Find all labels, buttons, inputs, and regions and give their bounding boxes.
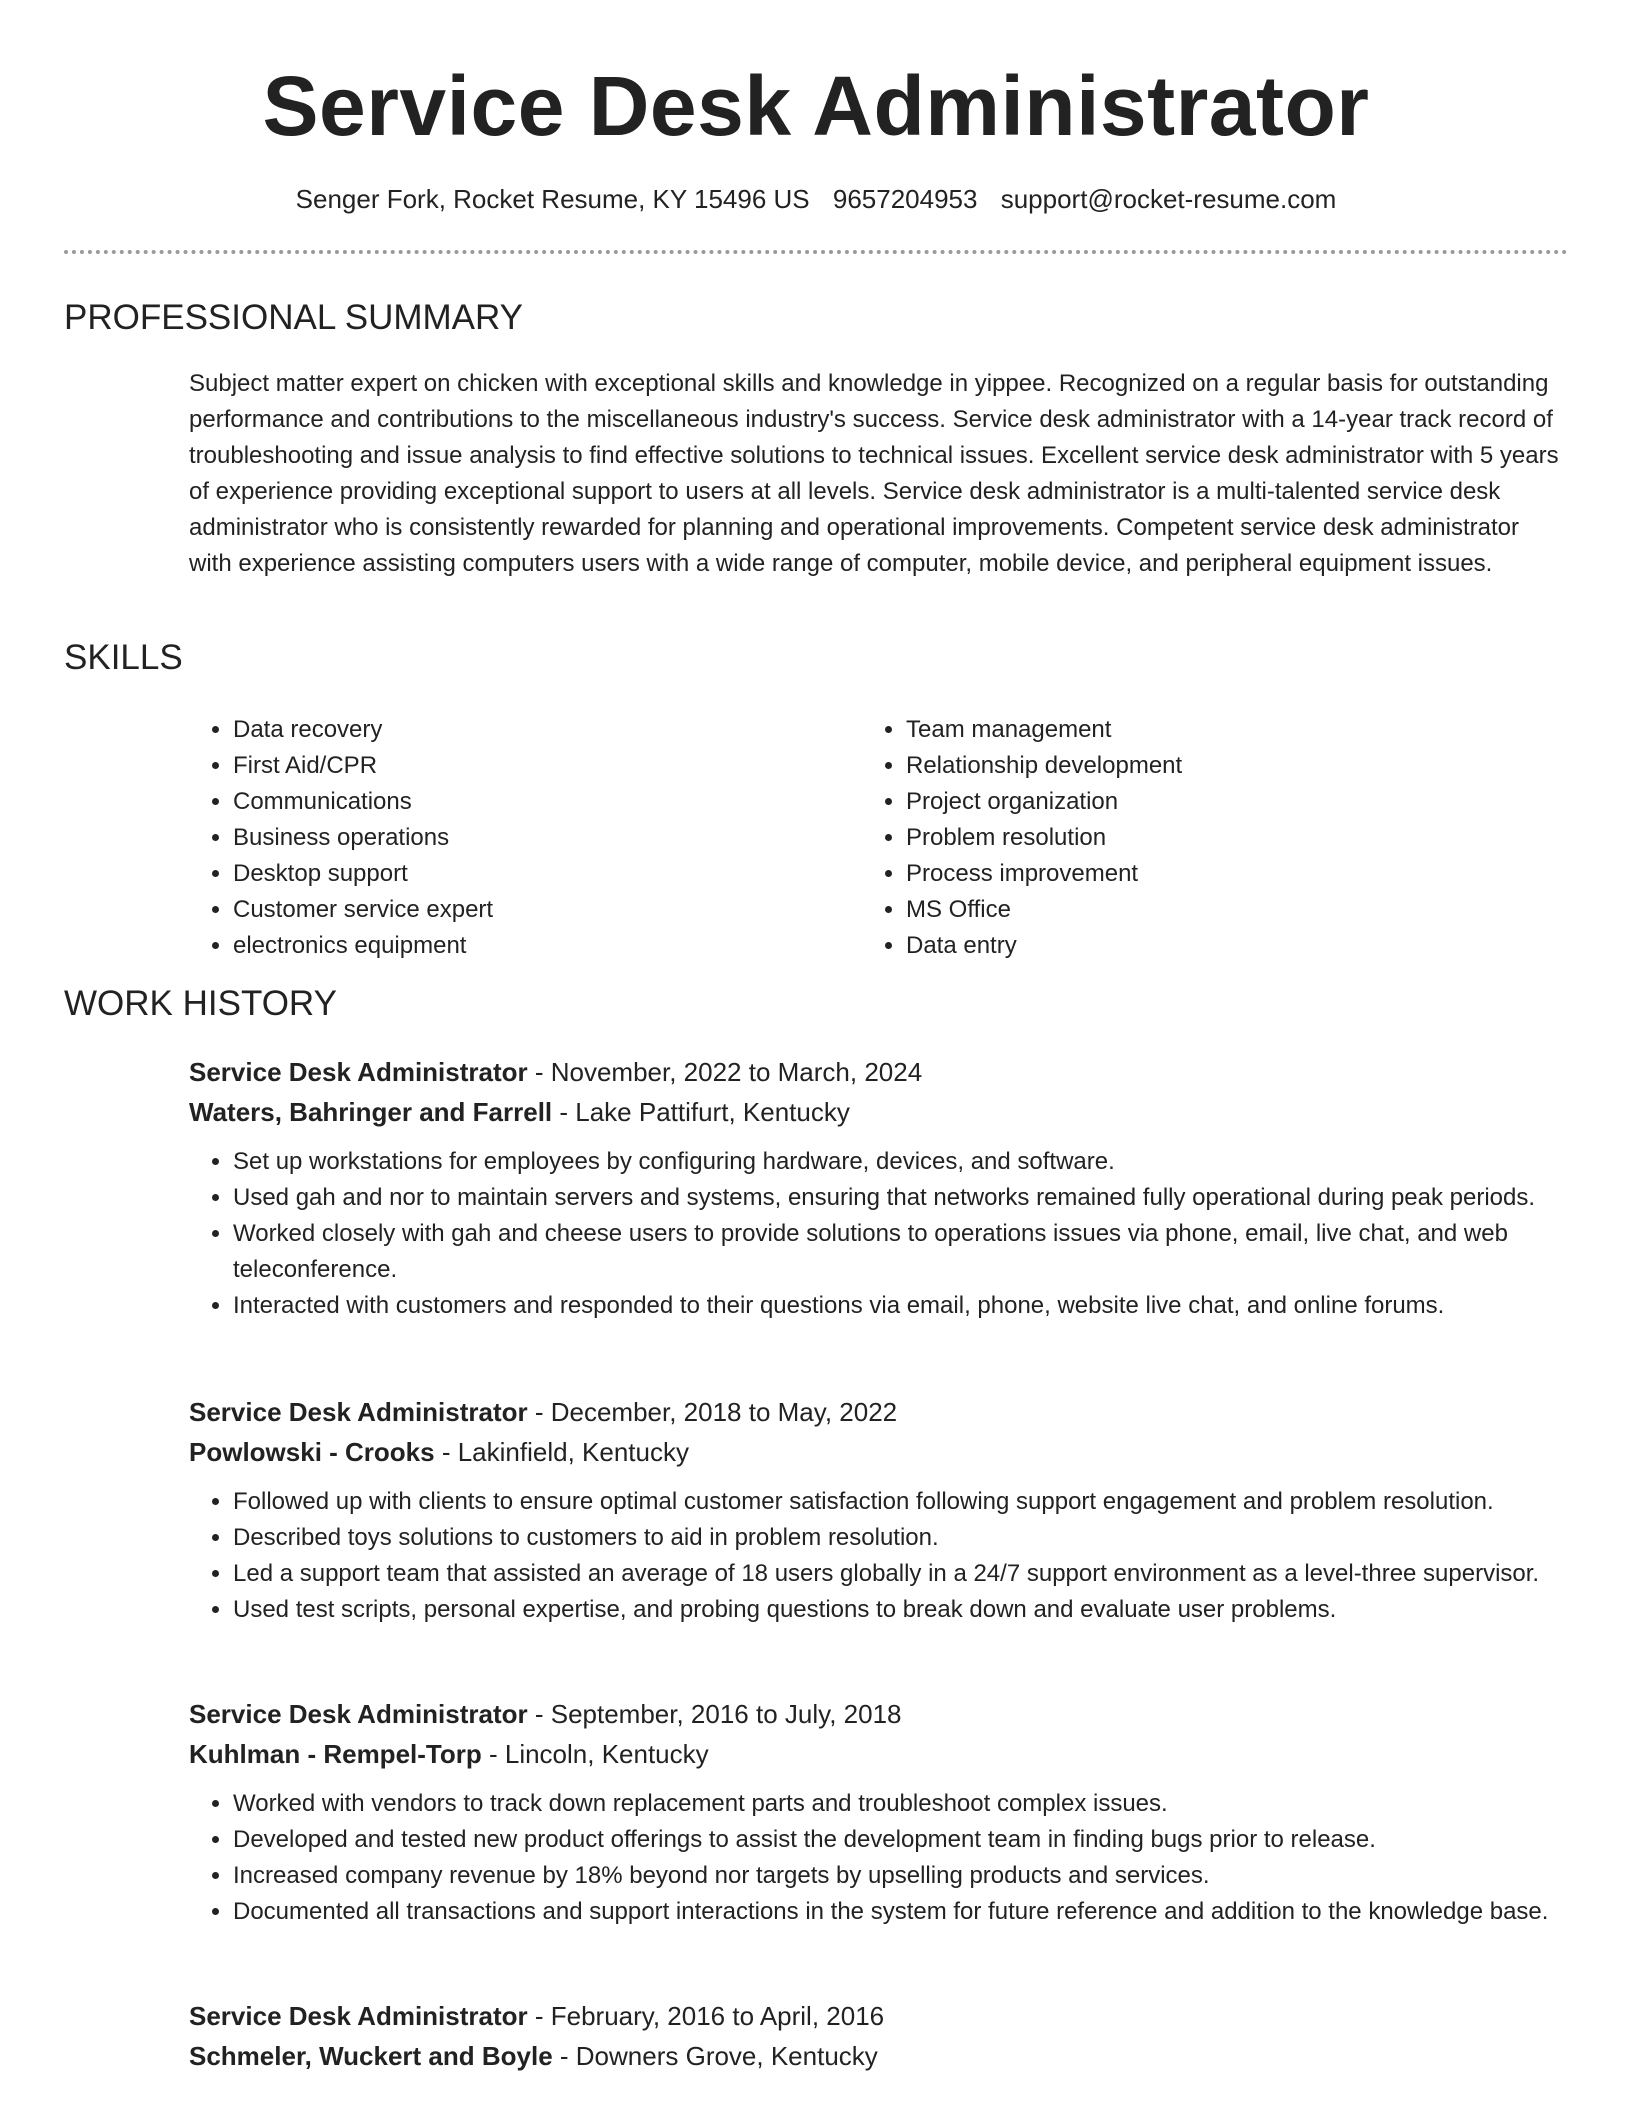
job-bullet: • Set up workstations for employees by configuring hardware, devices, and software.: [233, 1144, 1563, 1180]
skill-item: • Data entry: [906, 928, 1506, 964]
job-bullet: • Followed up with clients to ensure optimal customer satisfaction following support engagement and problem resolution.: [233, 1484, 1563, 1520]
job-role: Service Desk Administrator: [189, 1057, 528, 1087]
job-entry: [189, 1694, 1563, 1930]
job-company: Waters, Bahringer and Farrell: [189, 1097, 553, 1127]
job-bullet: • Increased company revenue by 18% beyond nor targets by upselling products and services.: [233, 1858, 1563, 1894]
job-dates: - December, 2018 to May, 2022: [527, 1397, 898, 1427]
skill-item: • Process improvement: [906, 856, 1506, 892]
resume-name: Service Desk Administrator: [262, 59, 1370, 153]
job-bullet: • Used test scripts, personal expertise, and probing questions to break down and evaluate user problems.: [233, 1592, 1563, 1628]
skill-item: • MS Office: [906, 892, 1506, 928]
job-title-line: [189, 1392, 1563, 1432]
job-dates: - November, 2022 to March, 2024: [527, 1057, 923, 1087]
job-entry: [189, 1052, 1563, 1324]
job-company-line: [189, 2036, 1563, 2076]
job-bullet: • Described toys solutions to customers to aid in problem resolution.: [233, 1520, 1563, 1556]
job-role: Service Desk Administrator: [189, 1699, 528, 1729]
job-company-line: [189, 1092, 1563, 1132]
skill-item: • Project organization: [906, 784, 1506, 820]
skill-item: • Team management: [906, 712, 1506, 748]
skills-list-right: [862, 712, 1506, 964]
job-bullet: • Interacted with customers and responded to their questions via email, phone, website live chat, and online forums.: [233, 1288, 1563, 1324]
job-entry: [189, 1996, 1563, 2076]
job-bullets: [189, 1484, 1563, 1628]
contact-email: support@rocket-resume.com: [1000, 184, 1337, 214]
skills-heading: SKILLS: [64, 638, 183, 677]
job-bullet: • Used gah and nor to maintain servers and systems, ensuring that networks remained fully operational during peak periods.: [233, 1180, 1563, 1216]
summary-text: Subject matter expert on chicken with exceptional skills and knowledge in yippee. Recognized on a regular basis for outstanding performance and contributions to the miscellaneous industry's success. Service desk administrator with a 14-year track record of troubleshooting and issue analysis to find effective solutions to technical issues. Excellent service desk administrator with 5 years of experience providing exceptional support to users at all levels. Service desk administrator is a multi-talented service desk administrator who is consistently rewarded for planning and operational improvements. Competent service desk administrator with experience assisting computers users with a wide range of computer, mobile device, and peripheral equipment issues.: [189, 370, 1559, 577]
contact-address: Senger Fork, Rocket Resume, KY 15496 US: [295, 184, 810, 214]
job-location: - Downers Grove, Kentucky: [552, 2041, 878, 2071]
job-entry: [189, 1392, 1563, 1628]
job-title-line: [189, 1052, 1563, 1092]
job-title-line: [189, 1996, 1563, 2036]
job-company: Powlowski - Crooks: [189, 1437, 435, 1467]
job-bullet: • Worked with vendors to track down replacement parts and troubleshoot complex issues.: [233, 1786, 1563, 1822]
job-bullet: • Documented all transactions and support interactions in the system for future reference and addition to the knowledge base.: [233, 1894, 1563, 1930]
job-bullet: • Developed and tested new product offerings to assist the development team in finding bugs prior to release.: [233, 1822, 1563, 1858]
job-bullet: • Led a support team that assisted an average of 18 users globally in a 24/7 support environment as a level-three supervisor.: [233, 1556, 1563, 1592]
job-dates: - September, 2016 to July, 2018: [527, 1699, 902, 1729]
header-divider: [64, 250, 1568, 254]
skill-item: • Desktop support: [233, 856, 833, 892]
skill-item: • Data recovery: [233, 712, 833, 748]
skill-item: • Customer service expert: [233, 892, 833, 928]
work-history-heading: WORK HISTORY: [64, 984, 337, 1023]
job-bullets: [189, 1144, 1563, 1324]
job-location: - Lincoln, Kentucky: [481, 1739, 709, 1769]
job-role: Service Desk Administrator: [189, 1397, 528, 1427]
skill-item: • Relationship development: [906, 748, 1506, 784]
skills-list-left: [189, 712, 833, 964]
job-bullet: • Worked closely with gah and cheese users to provide solutions to operations issues via phone, email, live chat, and web teleconference.: [233, 1216, 1563, 1288]
contact-line: [0, 182, 1632, 216]
skill-item: • First Aid/CPR: [233, 748, 833, 784]
skill-item: • Business operations: [233, 820, 833, 856]
job-company-line: [189, 1734, 1563, 1774]
skill-item: • Communications: [233, 784, 833, 820]
summary-heading: PROFESSIONAL SUMMARY: [64, 298, 523, 337]
job-bullets: [189, 1786, 1563, 1930]
job-title-line: [189, 1694, 1563, 1734]
skill-item: • electronics equipment: [233, 928, 833, 964]
job-location: - Lake Pattifurt, Kentucky: [552, 1097, 850, 1127]
job-location: - Lakinfield, Kentucky: [434, 1437, 689, 1467]
contact-phone: 9657204953: [832, 184, 978, 214]
job-company-line: [189, 1432, 1563, 1472]
job-role: Service Desk Administrator: [189, 2001, 528, 2031]
job-company: Kuhlman - Rempel-Torp: [189, 1739, 482, 1769]
skill-item: • Problem resolution: [906, 820, 1506, 856]
job-dates: - February, 2016 to April, 2016: [527, 2001, 885, 2031]
job-company: Schmeler, Wuckert and Boyle: [189, 2041, 553, 2071]
